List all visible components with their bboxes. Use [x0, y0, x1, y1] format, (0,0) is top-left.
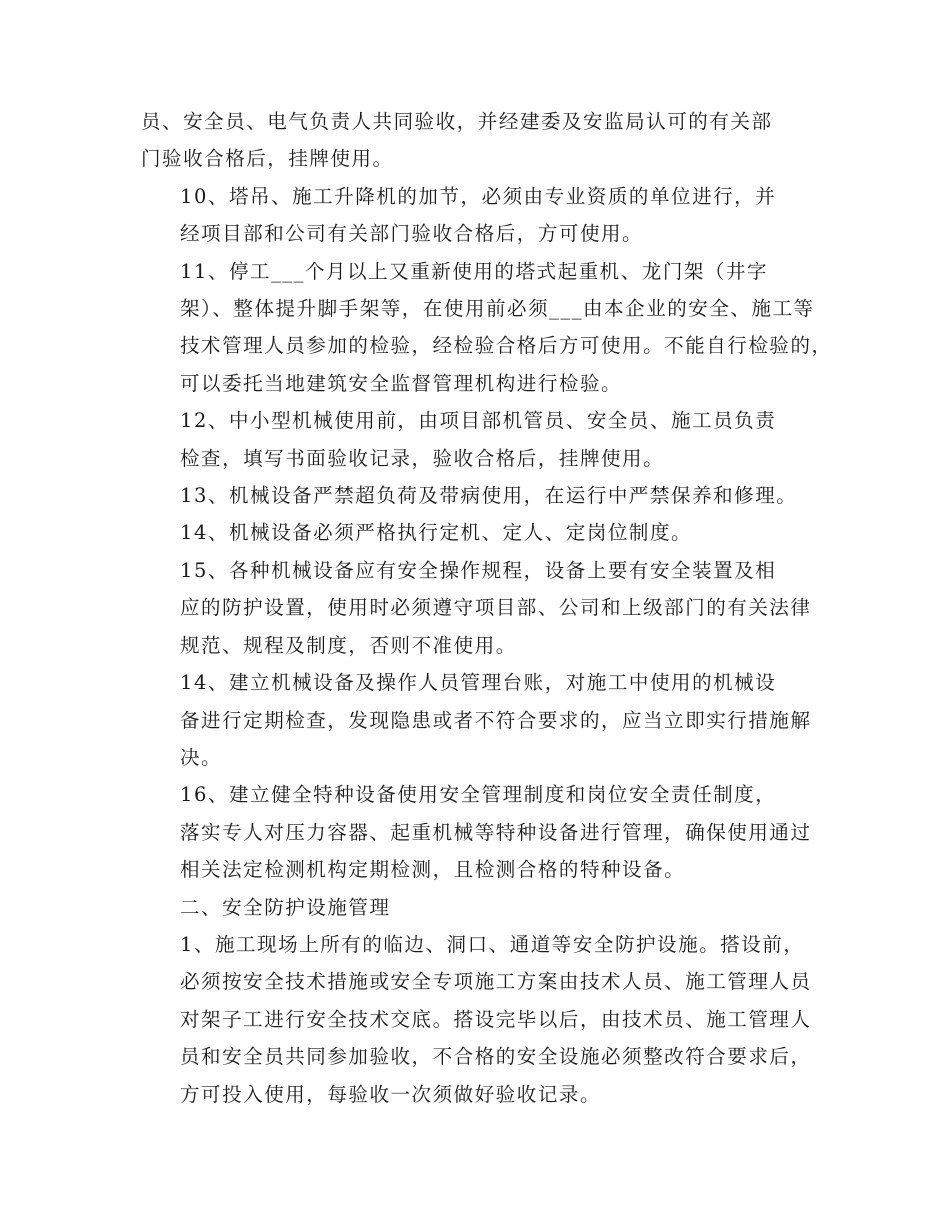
text-line: 14、建立机械设备及操作人员管理台账，对施工中使用的机械设 [180, 671, 777, 695]
text-line: 16、建立健全特种设备使用安全管理制度和岗位安全责任制度， [180, 783, 777, 807]
paragraph [141, 776, 813, 888]
text-line: 12、中小型机械使用前，由项目部机管员、安全员、施工员负责 [180, 409, 777, 433]
text-line: 10、塔吊、施工升降机的加节，必须由专业资质的单位进行，并 [180, 184, 777, 208]
document-body [141, 103, 833, 1113]
paragraph [141, 514, 813, 551]
paragraph [141, 889, 813, 926]
paragraph [141, 477, 813, 514]
text-line: 检查，填写书面验收记录，验收合格后，挂牌使用。 [180, 446, 665, 470]
text-line: 应的防护设置，使用时必须遵守项目部、公司和上级部门的有关法律 [180, 596, 812, 620]
text-line: 必须按安全技术措施或安全专项施工方案由技术人员、施工管理人员 [180, 970, 812, 994]
text-line: 规范、规程及制度，否则不准使用。 [180, 633, 517, 657]
paragraph [141, 402, 813, 477]
paragraph [141, 103, 813, 178]
text-line: 二、安全防护设施管理 [180, 895, 391, 919]
paragraph [141, 178, 813, 253]
text-line: 对架子工进行安全技术交底。搭设完毕以后，由技术员、施工管理人 [180, 1007, 812, 1031]
text-line: 经项目部和公司有关部门验收合格后，方可使用。 [180, 222, 644, 246]
text-line: 员、安全员、电气负责人共同验收，并经建委及安监局认可的有关部 [141, 110, 773, 133]
text-line: 落实专人对压力容器、起重机械等特种设备进行管理，确保使用通过 [180, 820, 812, 844]
text-line: 技术管理人员参加的检验，经检验合格后方可使用。不能自行检验的， [180, 334, 833, 358]
text-line: 门验收合格后，挂牌使用。 [141, 147, 394, 171]
paragraph [141, 253, 833, 403]
text-line: 15、各种机械设备应有安全操作规程，设备上要有安全装置及相 [180, 558, 777, 582]
text-line: 方可投入使用，每验收一次须做好验收记录。 [180, 1082, 602, 1106]
paragraph [141, 664, 813, 776]
text-line: 决。 [180, 745, 223, 769]
text-line: 13、机械设备严禁超负荷及带病使用，在运行中严禁保养和修理。 [180, 484, 798, 508]
text-line: 相关法定检测机构定期检测，且检测合格的特种设备。 [180, 858, 686, 882]
paragraph [141, 926, 813, 1113]
text-line: 架）、整体提升脚手架等，在使用前必须___由本企业的安全、施工等 [180, 297, 815, 321]
text-line: 员和安全员共同参加验收，不合格的安全设施必须整改符合要求后， [180, 1045, 812, 1069]
text-line: 备进行定期检查，发现隐患或者不符合要求的，应当立即实行措施解 [180, 708, 812, 732]
text-line: 14、机械设备必须严格执行定机、定人、定岗位制度。 [180, 521, 693, 545]
text-line: 11、停工___个月以上又重新使用的塔式起重机、龙门架（井字 [180, 259, 769, 283]
paragraph [141, 552, 813, 664]
text-line: 可以委托当地建筑安全监督管理机构进行检验。 [180, 371, 623, 395]
text-line: 1、施工现场上所有的临边、洞口、通道等安全防护设施。搭设前， [180, 932, 805, 956]
